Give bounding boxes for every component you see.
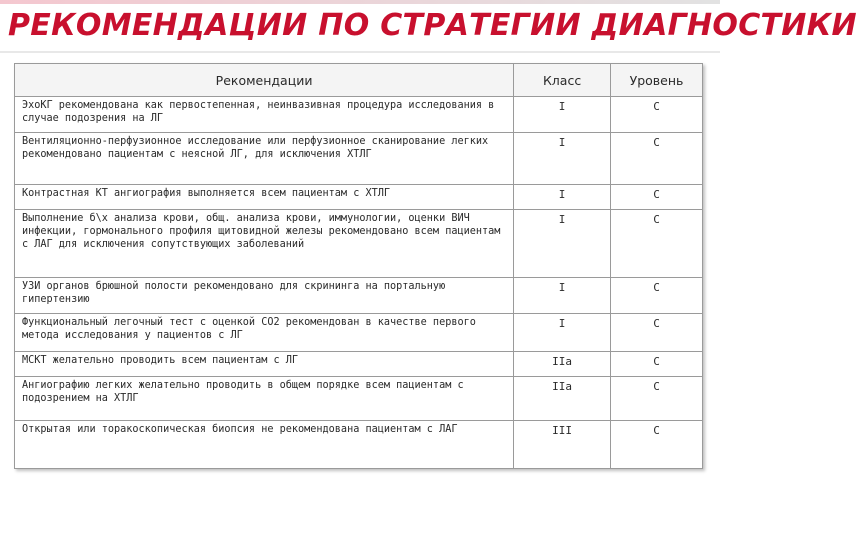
top-accent-bar [0, 0, 720, 4]
class-cell: I [514, 278, 611, 314]
header-class: Класс [514, 64, 611, 97]
class-cell: IIa [514, 377, 611, 421]
level-cell: C [611, 185, 703, 210]
recommendation-cell: ЭхоКГ рекомендована как первостепенная, неинвазивная процедура исследования в случае подозрения на ЛГ [15, 97, 514, 133]
recommendation-cell: Вентиляционно-перфузионное исследование или перфузионное сканирование легких рекомендовано пациентам с неясной ЛГ, для исключения ХТЛГ [15, 133, 514, 185]
table-row [15, 185, 703, 210]
recommendation-cell: УЗИ органов брюшной полости рекомендовано для скрининга на портальную гипертензию [15, 278, 514, 314]
recommendations-table-container [14, 63, 703, 469]
recommendation-cell: Функциональный легочный тест с оценкой СО2 рекомендован в качестве первого метода исследования у пациентов с ЛГ [15, 314, 514, 352]
class-cell: I [514, 185, 611, 210]
title-divider [0, 51, 720, 53]
header-recommendations: Рекомендации [15, 64, 514, 97]
table-header-row [15, 64, 703, 97]
level-cell: C [611, 377, 703, 421]
table-row [15, 133, 703, 185]
table-row [15, 421, 703, 469]
class-cell: I [514, 97, 611, 133]
level-cell: C [611, 210, 703, 278]
class-cell: III [514, 421, 611, 469]
table-row [15, 210, 703, 278]
page-title: РЕКОМЕНДАЦИИ ПО СТРАТЕГИИ ДИАГНОСТИКИ [8, 8, 857, 43]
class-cell: I [514, 210, 611, 278]
level-cell: C [611, 314, 703, 352]
recommendation-cell: МСКТ желательно проводить всем пациентам с ЛГ [15, 352, 514, 377]
table-row [15, 278, 703, 314]
level-cell: C [611, 421, 703, 469]
recommendations-table [14, 63, 703, 469]
level-cell: C [611, 133, 703, 185]
table-row [15, 314, 703, 352]
level-cell: C [611, 352, 703, 377]
table-row [15, 352, 703, 377]
table-row [15, 377, 703, 421]
recommendation-cell: Открытая или торакоскопическая биопсия не рекомендована пациентам с ЛАГ [15, 421, 514, 469]
header-level: Уровень [611, 64, 703, 97]
class-cell: I [514, 133, 611, 185]
level-cell: C [611, 97, 703, 133]
class-cell: I [514, 314, 611, 352]
recommendation-cell: Выполнение б\х анализа крови, общ. анализа крови, иммунологии, оценки ВИЧ инфекции, гормонального профиля щитовидной железы рекомендовано всем пациентам с ЛАГ для исключения сопутствующих заболеваний [15, 210, 514, 278]
class-cell: IIa [514, 352, 611, 377]
level-cell: C [611, 278, 703, 314]
table-row [15, 97, 703, 133]
recommendation-cell: Ангиографию легких желательно проводить в общем порядке всем пациентам с подозрением на ХТЛГ [15, 377, 514, 421]
recommendation-cell: Контрастная КТ ангиография выполняется всем пациентам с ХТЛГ [15, 185, 514, 210]
